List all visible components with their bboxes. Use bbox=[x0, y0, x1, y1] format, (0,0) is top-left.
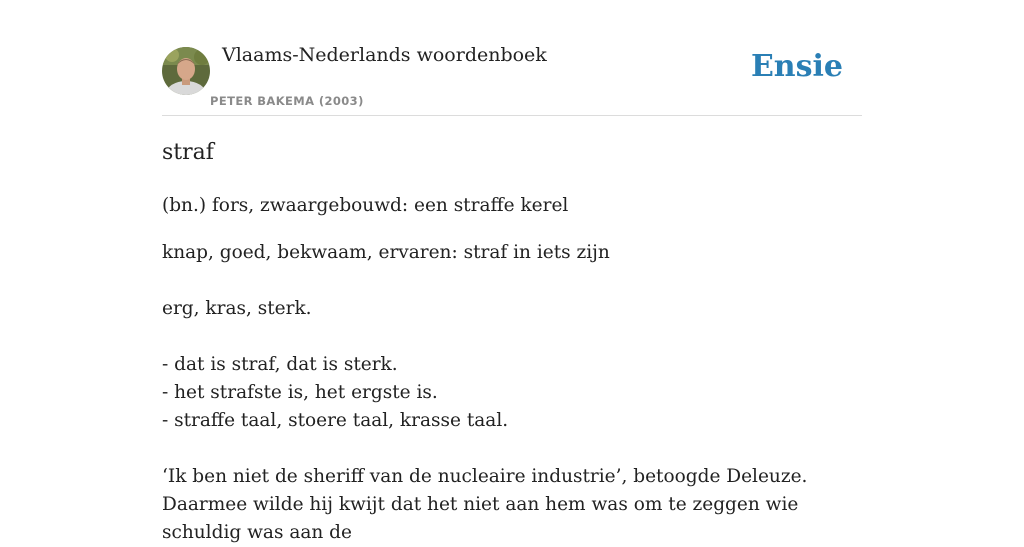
example-3: - straffe taal, stoere taal, krasse taal. bbox=[162, 410, 509, 431]
dictionary-title[interactable]: Vlaams-Nederlands woordenboek bbox=[222, 44, 547, 66]
definition-2: knap, goed, bekwaam, ervaren: straf in iets zijn bbox=[162, 242, 610, 263]
quote-paragraph: ‘Ik ben niet de sheriff van de nucleaire industrie’, betoogde Deleuze. Daarmee wilde hij kwijt dat het niet aan hem was om te zeggen wie schuldig was aan de bbox=[162, 466, 808, 543]
example-1: - dat is straf, dat is sterk. bbox=[162, 354, 398, 375]
author-avatar[interactable] bbox=[162, 47, 210, 95]
entry-body bbox=[162, 192, 862, 547]
dictionary-author[interactable]: PETER BAKEMA (2003) bbox=[210, 94, 364, 108]
example-2: - het strafste is, het ergste is. bbox=[162, 382, 438, 403]
definition-3: erg, kras, sterk. bbox=[162, 298, 312, 319]
entry-header bbox=[162, 0, 862, 116]
page bbox=[162, 0, 862, 543]
entry-headword: straf bbox=[162, 140, 214, 165]
author-photo bbox=[162, 47, 210, 95]
ensie-logo[interactable]: Ensie bbox=[750, 49, 843, 84]
definition-1: (bn.) fors, zwaargebouwd: een straffe kerel bbox=[162, 195, 569, 216]
